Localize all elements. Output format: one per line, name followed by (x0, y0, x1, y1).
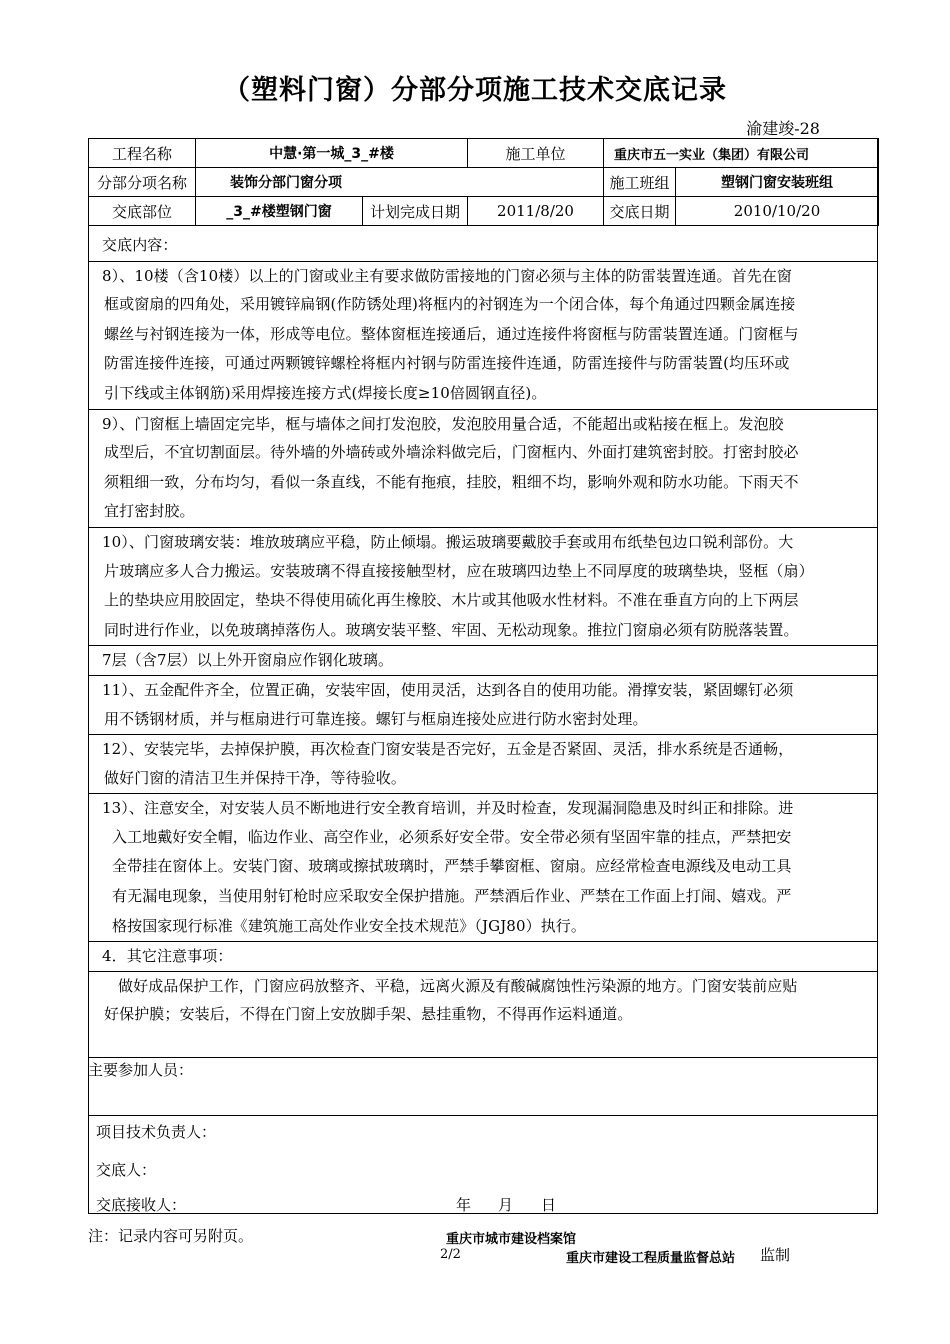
tech-lead-label: 项目技术负责人： (96, 1123, 217, 1141)
project-name-value: 中慧·第一城_3_#楼 (196, 139, 468, 168)
planned-date-value: 2011/8/20 (468, 197, 604, 226)
handover-date-value: 2010/10/20 (676, 197, 879, 226)
planned-date-label: 计划完成日期 (363, 197, 468, 226)
construction-unit-label: 施工单位 (468, 139, 604, 168)
content-line: 有无漏电现象，当使用射钉枪时应采取安全保护措施。严禁酒后作业、严禁在工作面上打闹、嬉戏。严 (112, 887, 792, 906)
content-line: 13）、注意安全，对安装人员不断地进行安全教育培训，并及时检查，发现漏洞隐患及时纠正和排除。进 (88, 793, 878, 823)
team-value: 塑钢门窗安装班组 (676, 168, 879, 197)
project-name-label: 工程名称 (89, 139, 196, 168)
content-line: 框或窗扇的四角处，采用镀锌扁钢(作防锈处理)将框内的衬钢连为一个闭合体，每个角通过四颗金属连接 (104, 295, 796, 314)
receiver-label: 交底接收人： (96, 1196, 187, 1214)
subproject-value: 装饰分部门窗分项 (196, 168, 604, 197)
handover-date-label: 交底日期 (604, 197, 676, 226)
content-line: 片玻璃应多人合力搬运。安装玻璃不得直接接触型材，应在玻璃四边垫上不同厚度的玻璃垫块，竖框（扇） (104, 561, 814, 580)
content-line: 11）、五金配件齐全，位置正确，安装牢固，使用灵活，达到各自的使用功能。滑撑安装，紧固螺钉必须 (88, 675, 878, 705)
signature-section (88, 1057, 878, 1214)
subproject-label: 分部分项名称 (89, 168, 196, 197)
content-line: 螺丝与衬钢连接为一体，形成等电位。整体窗框连接通后，通过连接件将窗框与防雷装置连通。门窗框与 (104, 324, 799, 343)
construction-unit-value: 重庆市五一实业（集团）有限公司 (604, 139, 879, 168)
footer-supervisor: 重庆市建设工程质量监督总站 (566, 1251, 736, 1266)
participants-label: 主要参加人员： (88, 1061, 194, 1079)
content-line: 格按国家现行标准《建筑施工高处作业安全技术规范》（JGJ80）执行。 (112, 916, 586, 935)
content-label: 交底内容： (102, 236, 178, 254)
content-line: 入工地戴好安全帽，临边作业、高空作业，必须系好安全带。安全带必须有坚固牢靠的挂点，严禁把安 (112, 827, 792, 846)
page-title: （塑料门窗）分部分项施工技术交底记录 (223, 75, 727, 106)
location-label: 交底部位 (89, 197, 196, 226)
footer-note: 注：记录内容可另附页。 (88, 1227, 254, 1245)
team-label: 施工班组 (604, 168, 676, 197)
content-line: 引下线或主体钢筋)采用焊接连接方式(焊接长度≥10倍圆钢直径)。 (104, 383, 547, 402)
location-value: _3_#楼塑钢门窗 (196, 197, 363, 226)
month-label: 月 (498, 1196, 514, 1214)
header-row-subproject (89, 168, 879, 197)
form-code: 渝建竣-28 (746, 119, 820, 138)
header-row-location (89, 197, 879, 226)
handover-person-label: 交底人： (96, 1161, 157, 1179)
header-table (88, 138, 879, 226)
content-line: 9）、门窗框上墙固定完毕，框与墙体之间打发泡胶，发泡胶用量合适，不能超出或粘接在框上。发泡胶 (88, 409, 878, 439)
content-line: 防雷连接件连接，可通过两颗镀锌螺栓将框内衬钢与防雷连接件连通，防雷连接件与防雷装置(均压环或 (104, 354, 790, 373)
content-line: 用不锈钢材质，并与框扇进行可靠连接。螺钉与框扇连接处应进行防水密封处理。 (104, 709, 648, 728)
content-body (88, 231, 878, 1030)
content-line: 须粗细一致，分布均匀，看似一条直线，不能有拖痕，挂胶，粗细不均，影响外观和防水功能。下雨天不 (104, 472, 799, 491)
header-row-project (89, 139, 879, 168)
content-line: 8）、10楼（含10楼）以上的门窗或业主有要求做防雷接地的门窗必须与主体的防雷装置连通。首先在窗 (88, 261, 878, 291)
footer-archive: 重庆市城市建设档案馆 (446, 1232, 577, 1247)
content-line: 12）、安装完毕，去掉保护膜，再次检查门窗安装是否完好，五金是否紧固、灵活，排水系统是否通畅， (88, 734, 878, 764)
footer-made: 监制 (760, 1246, 791, 1264)
content-line: 做好门窗的清洁卫生并保持干净，等待验收。 (104, 768, 407, 787)
content-line: 宜打密封胶。 (104, 502, 195, 521)
content-line: 同时进行作业，以免玻璃掉落伤人。玻璃安装平整、牢固、无松动现象。推拉门窗扇必须有防脱落装置。 (104, 620, 799, 639)
content-line: 上的垫块应用胶固定，垫块不得使用硫化再生橡胶、木片或其他吸水性材料。不准在垂直方向的上下两层 (104, 591, 799, 610)
content-line: 4．其它注意事项： (88, 941, 878, 971)
content-line: 全带挂在窗体上。安装门窗、玻璃或擦拭玻璃时，严禁手攀窗框、窗扇。应经常检查电源线及电动工具 (112, 857, 792, 876)
footer-page: 2/2 (440, 1247, 461, 1262)
day-label: 日 (541, 1196, 557, 1214)
content-line: 10）、门窗玻璃安装：堆放玻璃应平稳，防止倾塌。搬运玻璃要戴胶手套或用布纸垫包边口锐利部份。大 (88, 527, 878, 557)
year-label: 年 (456, 1196, 472, 1214)
content-line: 成型后，不宜切割面层。待外墙的外墙砖或外墙涂料做完后，门窗框内、外面打建筑密封胶。打密封胶必 (104, 443, 799, 462)
content-line: 7层（含7层）以上外开窗扇应作钢化玻璃。 (88, 645, 878, 675)
content-line: 做好成品保护工作，门窗应码放整齐、平稳，远离火源及有酸碱腐蚀性污染源的地方。门窗安装前应贴 (88, 971, 878, 1001)
signature-divider (88, 1115, 878, 1116)
content-line: 好保护膜；安装后，不得在门窗上安放脚手架、悬挂重物，不得再作运料通道。 (104, 1005, 633, 1024)
